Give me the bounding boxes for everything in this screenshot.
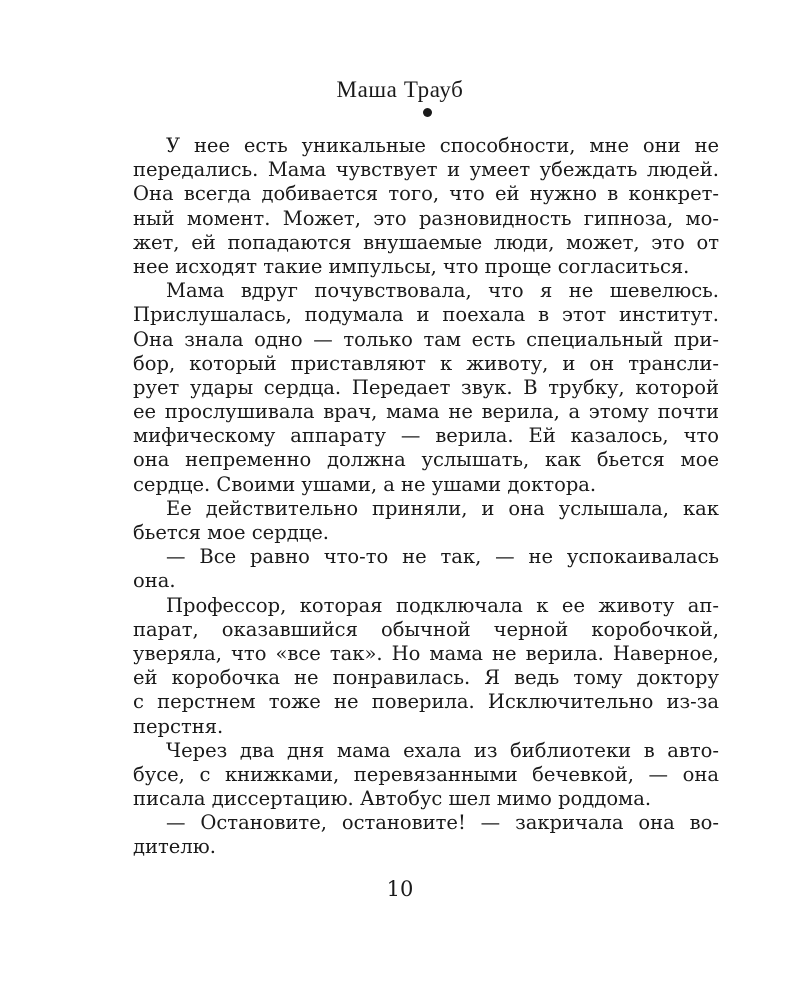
- text-line: Она знала одно — только там есть специальный при-: [133, 327, 719, 351]
- body-text: [133, 134, 719, 860]
- text-line: ный момент. Может, это разновидность гипноза, мо-: [133, 206, 719, 230]
- text-line: Мама вдруг почувствовала, что я не шевелюсь.: [166, 279, 719, 303]
- text-line: Через два дня мама ехала из библиотеки в авто-: [166, 738, 719, 762]
- text-line: парат, оказавшийся обычной черной коробочкой,: [133, 617, 719, 641]
- text-line: ей коробочка не понравилась. Я ведь тому доктору: [133, 666, 719, 690]
- text-line: бусе, с книжками, перевязанными бечевкой, — она: [133, 762, 719, 786]
- header-bullet-ornament: [423, 108, 432, 117]
- text-line: рует удары сердца. Передает звук. В трубку, которой: [133, 375, 719, 399]
- text-line: Ее действительно приняли, и она услышала, как: [166, 496, 719, 520]
- text-line: У нее есть уникальные способности, мне они не: [166, 134, 719, 157]
- running-header-author: Маша Трауб: [336, 77, 464, 102]
- page-number: 10: [386, 877, 414, 901]
- text-line: бор, который приставляют к животу, и он трансли-: [133, 351, 719, 375]
- text-line: жет, ей попадаются внушаемые люди, может, это от: [133, 230, 719, 254]
- text-line: ее прослушивала врач, мама не верила, а этому почти: [133, 400, 719, 424]
- text-line: дителю.: [133, 835, 216, 859]
- text-line: с перстнем тоже не поверила. Исключительно из-за: [133, 690, 719, 714]
- text-line: — Остановите, остановите! — закричала она во-: [166, 811, 719, 835]
- text-line: Прислушалась, подумала и поехала в этот институт.: [133, 303, 719, 327]
- text-line: Профессор, которая подключала к ее животу ап-: [166, 593, 719, 617]
- text-line: писала диссертацию. Автобус шел мимо роддома.: [133, 787, 652, 811]
- text-line: мифическому аппарату — верила. Ей казалось, что: [133, 424, 719, 448]
- text-line: перстня.: [133, 714, 224, 738]
- text-line: уверяла, что «все так». Но мама не верила. Наверное,: [133, 641, 719, 665]
- text-line: Она всегда добивается того, что ей нужно в конкрет-: [133, 182, 719, 206]
- text-line: бьется мое сердце.: [133, 521, 329, 544]
- text-line: — Все равно что-то не так, — не успокаивалась: [166, 545, 719, 569]
- text-line: передались. Мама чувствует и умеет убеждать людей.: [133, 158, 719, 182]
- text-line: сердце. Своими ушами, а не ушами доктора.: [133, 472, 597, 496]
- text-line: она непременно должна услышать, как бьется мое: [133, 448, 719, 472]
- text-line: она.: [133, 569, 176, 593]
- text-line: нее исходят такие импульсы, что проще согласиться.: [133, 254, 690, 278]
